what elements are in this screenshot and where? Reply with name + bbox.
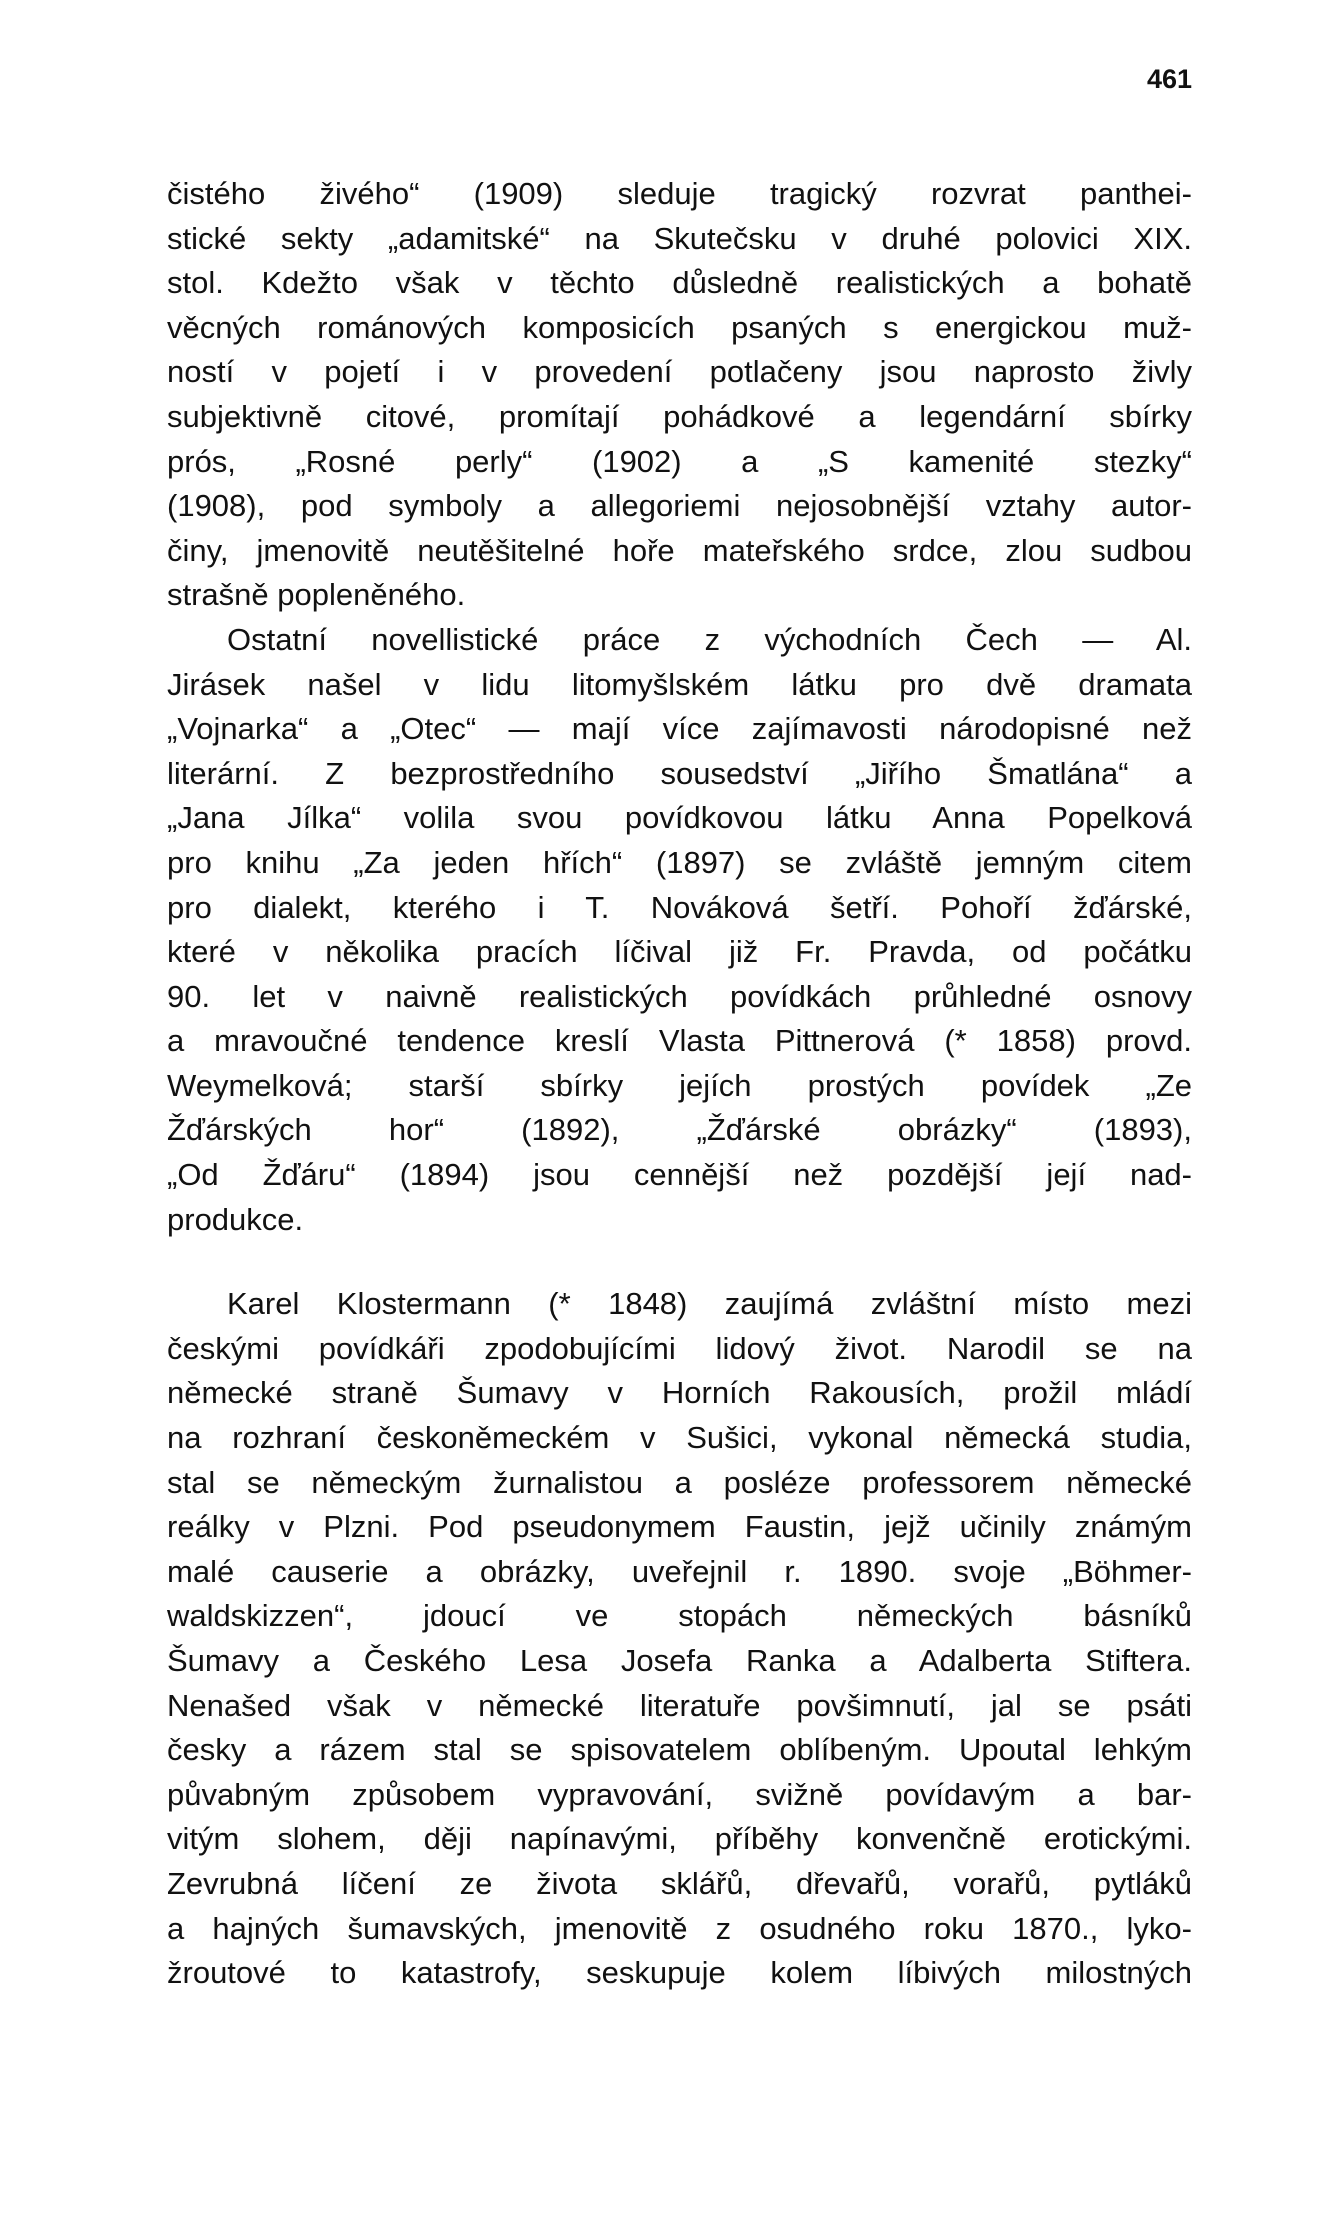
text-line: Jirásek našel v lidu litomyšlském látku pro dvě dramata <box>167 666 1192 702</box>
page-number: 461 <box>1146 64 1192 94</box>
text-line: Žďárských hor“ (1892), „Žďárské obrázky“ (1893), <box>167 1112 1192 1148</box>
text-line: strašně popleněného. <box>167 577 466 613</box>
text-line: Šumavy a Českého Lesa Josefa Ranka a Adalberta Stiftera. <box>167 1643 1192 1678</box>
text-line: česky a rázem stal se spisovatelem oblíbeným. Upoutal lehkým <box>167 1732 1192 1768</box>
text-line: produkce. <box>167 1201 304 1237</box>
text-line: pro dialekt, kterého i T. Nováková šetří. Pohoří žďárské, <box>167 889 1192 925</box>
text-line: malé causerie a obrázky, uveřejnil r. 1890. svoje „Böhmer- <box>167 1553 1192 1589</box>
text-line: Weymelková; starší sbírky jejích prostých povídek „Ze <box>167 1067 1192 1103</box>
body-text <box>167 172 1192 1996</box>
text-line: půvabným způsobem vypravování, svižně povídavým a bar- <box>167 1776 1192 1812</box>
text-line: stal se německým žurnalistou a posléze professorem německé <box>167 1464 1192 1500</box>
text-line: waldskizzen“, jdoucí ve stopách německých básníků <box>167 1598 1192 1634</box>
text-line: Zevrubná líčení ze života sklářů, dřevařů, vorařů, pytláků <box>167 1865 1192 1901</box>
text-line: věcných románových komposicích psaných s energickou muž- <box>167 309 1192 345</box>
text-line: Nenašed však v německé literatuře povšimnutí, jal se psáti <box>167 1687 1192 1723</box>
text-line: ností v pojetí i v provedení potlačeny jsou naprosto živly <box>167 354 1192 390</box>
paragraph-2 <box>167 618 1192 1242</box>
text-line: žroutové to katastrofy, seskupuje kolem líbivých milostných <box>167 1955 1192 1991</box>
text-line: 90. let v naivně realistických povídkách průhledné osnovy <box>167 978 1192 1014</box>
text-line: činy, jmenovitě neutěšitelné hoře mateřského srdce, zlou sudbou <box>167 532 1192 568</box>
text-line: stol. Kdežto však v těchto důsledně realistických a bohatě <box>167 265 1192 301</box>
text-line: pro knihu „Za jeden hřích“ (1897) se zvláště jemným citem <box>167 844 1192 880</box>
text-line: českými povídkáři zpodobujícími lidový život. Narodil se na <box>167 1330 1192 1366</box>
text-line: (1908), pod symboly a allegoriemi nejosobnější vztahy autor- <box>167 488 1192 524</box>
text-line: a mravoučné tendence kreslí Vlasta Pittnerová (* 1858) provd. <box>167 1023 1192 1059</box>
text-line: Karel Klostermann (* 1848) zaujímá zvláštní místo mezi <box>227 1286 1192 1322</box>
text-line: na rozhraní českoněmeckém v Sušici, vykonal německá studia, <box>167 1420 1192 1456</box>
text-line: „Jana Jílka“ volila svou povídkovou látku Anna Popelková <box>167 800 1192 836</box>
paragraph-1 <box>167 172 1192 618</box>
text-line: reálky v Plzni. Pod pseudonymem Faustin, jejž učinily známým <box>167 1509 1192 1545</box>
text-line: stické sekty „adamitské“ na Skutečsku v druhé polovici XIX. <box>167 220 1192 256</box>
text-line: prós, „Rosné perly“ (1902) a „S kamenité stezky“ <box>167 443 1192 479</box>
text-line: které v několika pracích líčival již Fr. Pravda, od počátku <box>167 934 1192 970</box>
text-line: německé straně Šumavy v Horních Rakousích, prožil mládí <box>167 1375 1192 1411</box>
paragraph-spacer <box>167 1242 1192 1282</box>
text-line: a hajných šumavských, jmenovitě z osudného roku 1870., lyko- <box>167 1910 1192 1946</box>
text-line: literární. Z bezprostředního sousedství „Jiřího Šmatlána“ a <box>167 755 1192 791</box>
text-line: vitým slohem, ději napínavými, příběhy konvenčně erotickými. <box>167 1821 1192 1857</box>
text-line: subjektivně citové, promítají pohádkové a legendární sbírky <box>167 398 1192 434</box>
text-line: čistého živého“ (1909) sleduje tragický rozvrat panthei- <box>167 176 1192 211</box>
text-line: „Od Žďáru“ (1894) jsou cennější než pozdější její nad- <box>167 1157 1192 1193</box>
text-line: Ostatní novellistické práce z východních Čech — Al. <box>227 621 1192 657</box>
text-line: „Vojnarka“ a „Otec“ — mají více zajímavosti národopisné než <box>167 711 1192 747</box>
paragraph-3 <box>167 1282 1192 1996</box>
